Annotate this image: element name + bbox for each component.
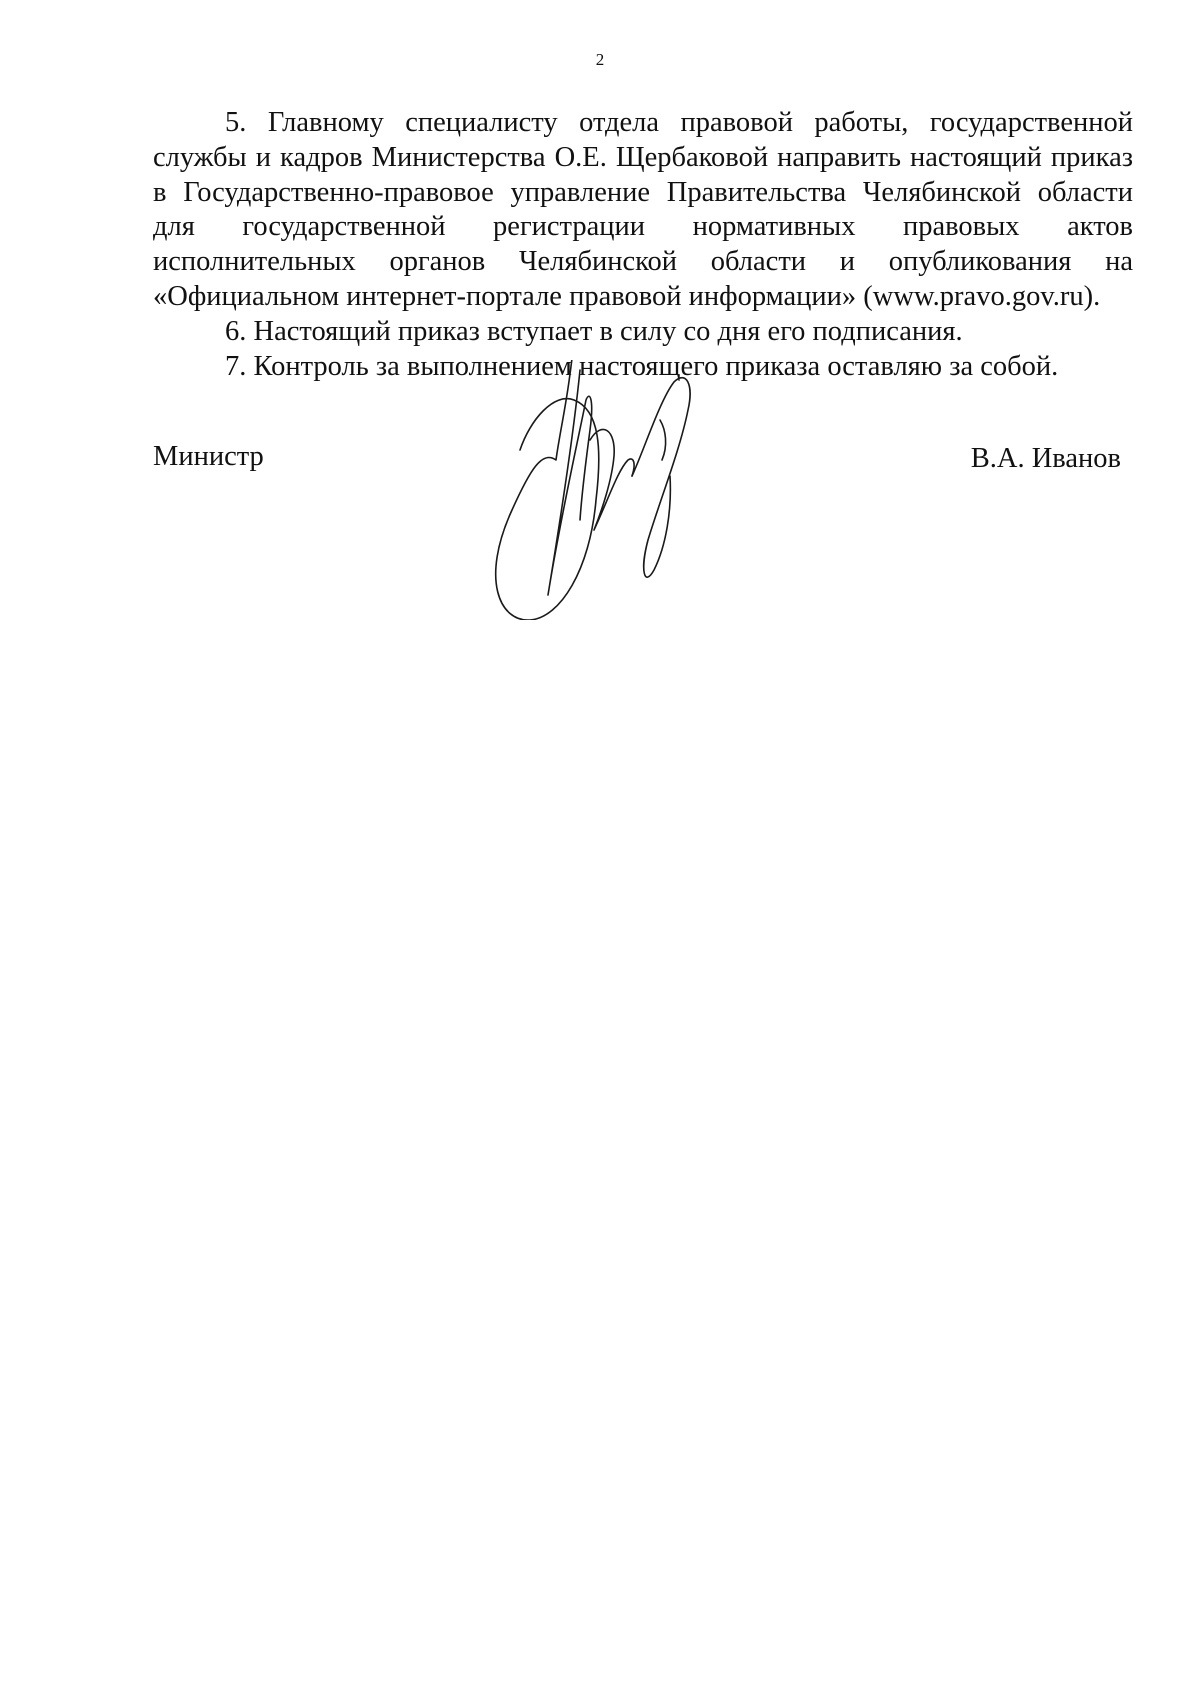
handwritten-signature [490,360,770,620]
paragraph-item-6: 6. Настоящий приказ вступает в силу со дня его подписания. [225,315,963,347]
paragraph-item-7: 7. Контроль за выполнением настоящего приказа оставляю за собой. [225,350,1059,382]
document-body [153,106,1133,384]
signer-name: В.А. Иванов [970,443,1121,474]
page-number: 2 [595,50,605,69]
position-title: Министр [153,441,264,472]
paragraph-item-5: 5. Главному специалисту отдела правовой работы, государственной службы и кадров Министерства О.Е. Щербаковой направить настоящий приказ в Государственно-правовое управление Правительства Челябинской области для государственной регистрации нормативных правовых актов исполнительных органов Челябинской области и опубликования на «Официальном интернет-портале правовой информации» (www.pravo.gov.ru). [153,107,1133,312]
